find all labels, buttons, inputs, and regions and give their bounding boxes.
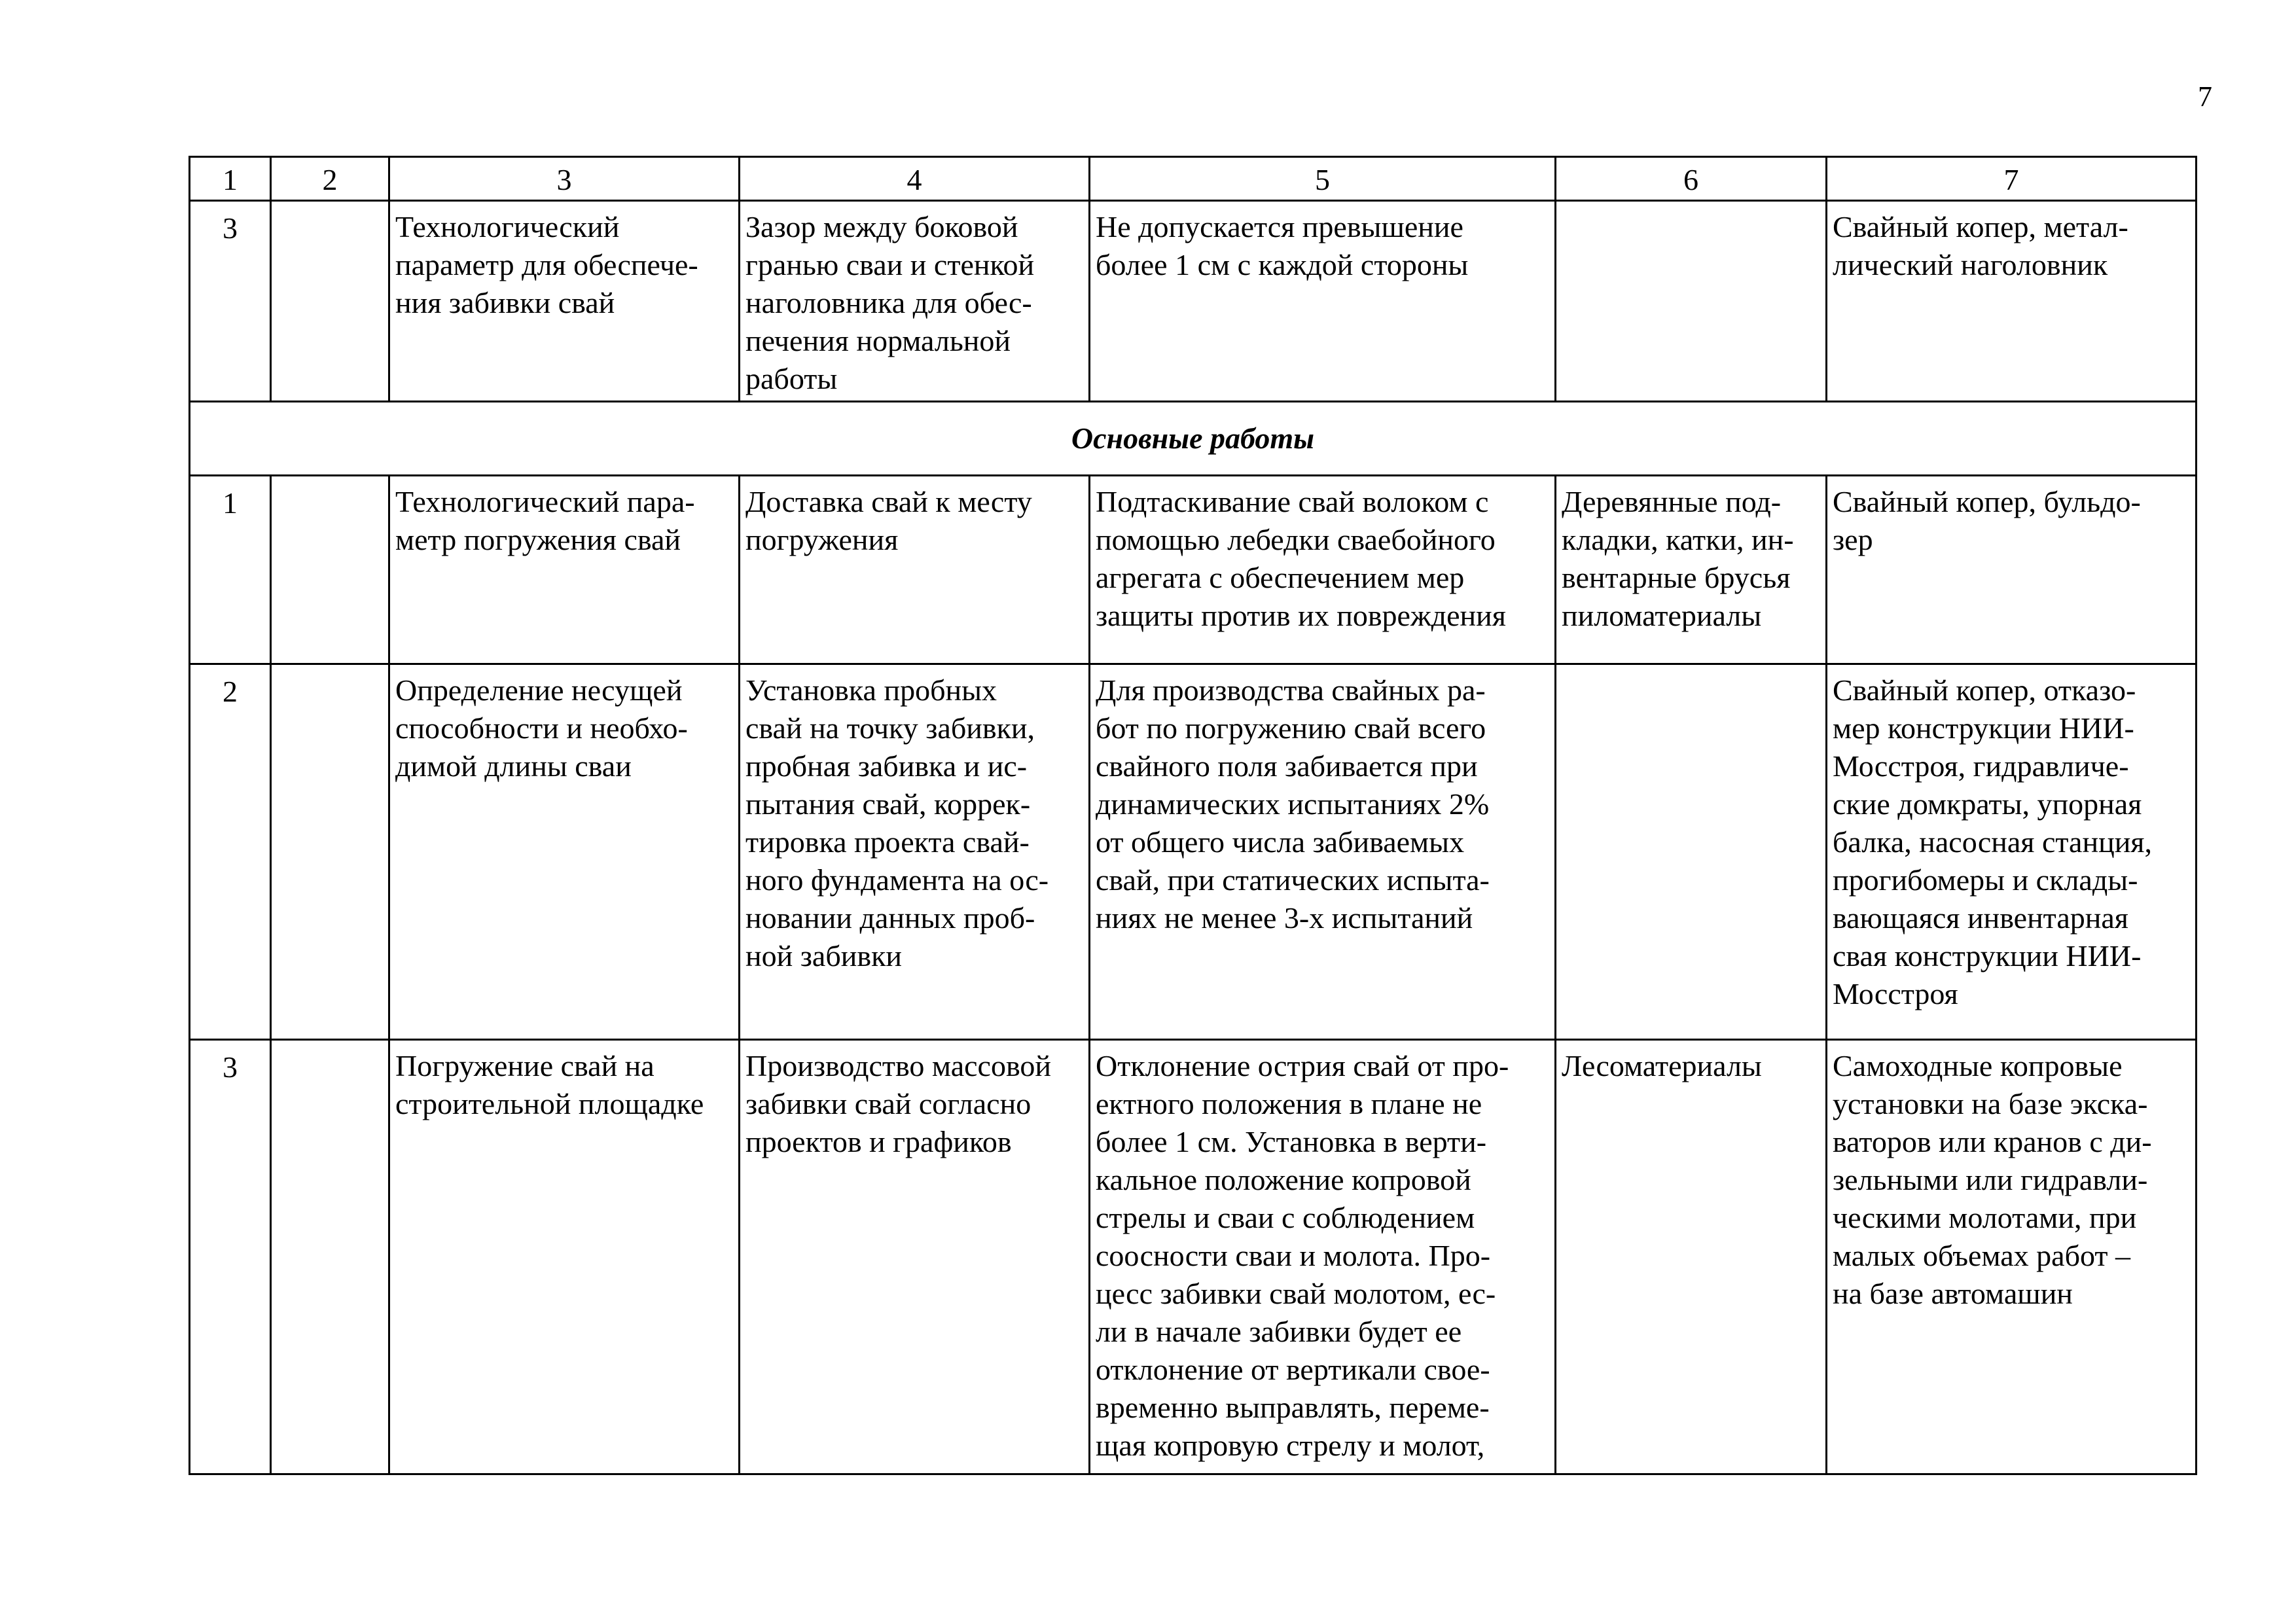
section-row xyxy=(190,402,2197,476)
cell-col5: Не допускается превышение более 1 см с каждой стороны xyxy=(1090,201,1556,402)
cell-col6 xyxy=(1556,201,1827,402)
works-table xyxy=(188,156,2197,1475)
table-header-row xyxy=(190,157,2197,201)
cell-col4: Производство массовой забивки свай согласно проектов и графиков xyxy=(740,1040,1090,1474)
cell-col3: Технологический пара- метр погружения свай xyxy=(389,476,740,664)
table-row xyxy=(190,201,2197,402)
row-number: 1 xyxy=(190,476,271,664)
cell-col5: Для производства свайных ра- бот по погружению свай всего свайного поля забивается при динамических испытаниях 2% от общего числа забиваемых свай, при статических испыта- ниях не менее 3-х испытаний xyxy=(1090,664,1556,1040)
cell-col3: Технологический параметр для обеспече- ния забивки свай xyxy=(389,201,740,402)
cell-col2 xyxy=(271,201,389,402)
row-number: 3 xyxy=(190,201,271,402)
cell-col2 xyxy=(271,476,389,664)
cell-col5: Подтаскивание свай волоком с помощью лебедки сваебойного агрегата с обеспечением мер защиты против их повреждения xyxy=(1090,476,1556,664)
cell-col4: Доставка свай к месту погружения xyxy=(740,476,1090,664)
row-number: 3 xyxy=(190,1040,271,1474)
cell-col7: Свайный копер, отказо- мер конструкции НИИ- Мосстроя, гидравличе- ские домкраты, упорная балка, насосная станция, прогибомеры и склады- вающаяся инвентарная свая конструкции НИИ- Мосстроя xyxy=(1827,664,2197,1040)
cell-col5: Отклонение острия свай от про- ектного положения в плане не более 1 см. Установка в верти- кальное положение копровой стрелы и сваи с соблюдением соосности сваи и молота. Про- цесс забивки свай молотом, ес- ли в начале забивки будет ее отклонение от вертикали свое- временно выправлять, переме- щая копровую стрелу и молот, xyxy=(1090,1040,1556,1474)
cell-col3: Погружение свай на строительной площадке xyxy=(389,1040,740,1474)
column-header: 2 xyxy=(271,157,389,201)
column-header: 3 xyxy=(389,157,740,201)
cell-col6 xyxy=(1556,664,1827,1040)
section-title: Основные работы xyxy=(190,402,2197,476)
cell-col3: Определение несущей способности и необхо- димой длины сваи xyxy=(389,664,740,1040)
column-header: 1 xyxy=(190,157,271,201)
table-row xyxy=(190,1040,2197,1474)
table-row xyxy=(190,476,2197,664)
cell-col4: Зазор между боковой гранью сваи и стенкой наголовника для обес- печения нормальной работы xyxy=(740,201,1090,402)
cell-col6: Деревянные под- кладки, катки, ин- вентарные брусья пиломатериалы xyxy=(1556,476,1827,664)
row-number: 2 xyxy=(190,664,271,1040)
table-row xyxy=(190,664,2197,1040)
cell-col7: Свайный копер, бульдо- зер xyxy=(1827,476,2197,664)
cell-col6: Лесоматериалы xyxy=(1556,1040,1827,1474)
cell-col4: Установка пробных свай на точку забивки, пробная забивка и ис- пытания свай, коррек- тировка проекта свай- ного фундамента на ос- новании данных проб- ной забивки xyxy=(740,664,1090,1040)
cell-col2 xyxy=(271,664,389,1040)
cell-col7: Самоходные копровые установки на базе экска- ваторов или кранов с ди- зельными или гидравли- ческими молотами, при малых объемах работ – на базе автомашин xyxy=(1827,1040,2197,1474)
column-header: 5 xyxy=(1090,157,1556,201)
column-header: 6 xyxy=(1556,157,1827,201)
page-number: 7 xyxy=(2198,80,2212,113)
cell-col7: Свайный копер, метал- лический наголовник xyxy=(1827,201,2197,402)
column-header: 4 xyxy=(740,157,1090,201)
column-header: 7 xyxy=(1827,157,2197,201)
cell-col2 xyxy=(271,1040,389,1474)
